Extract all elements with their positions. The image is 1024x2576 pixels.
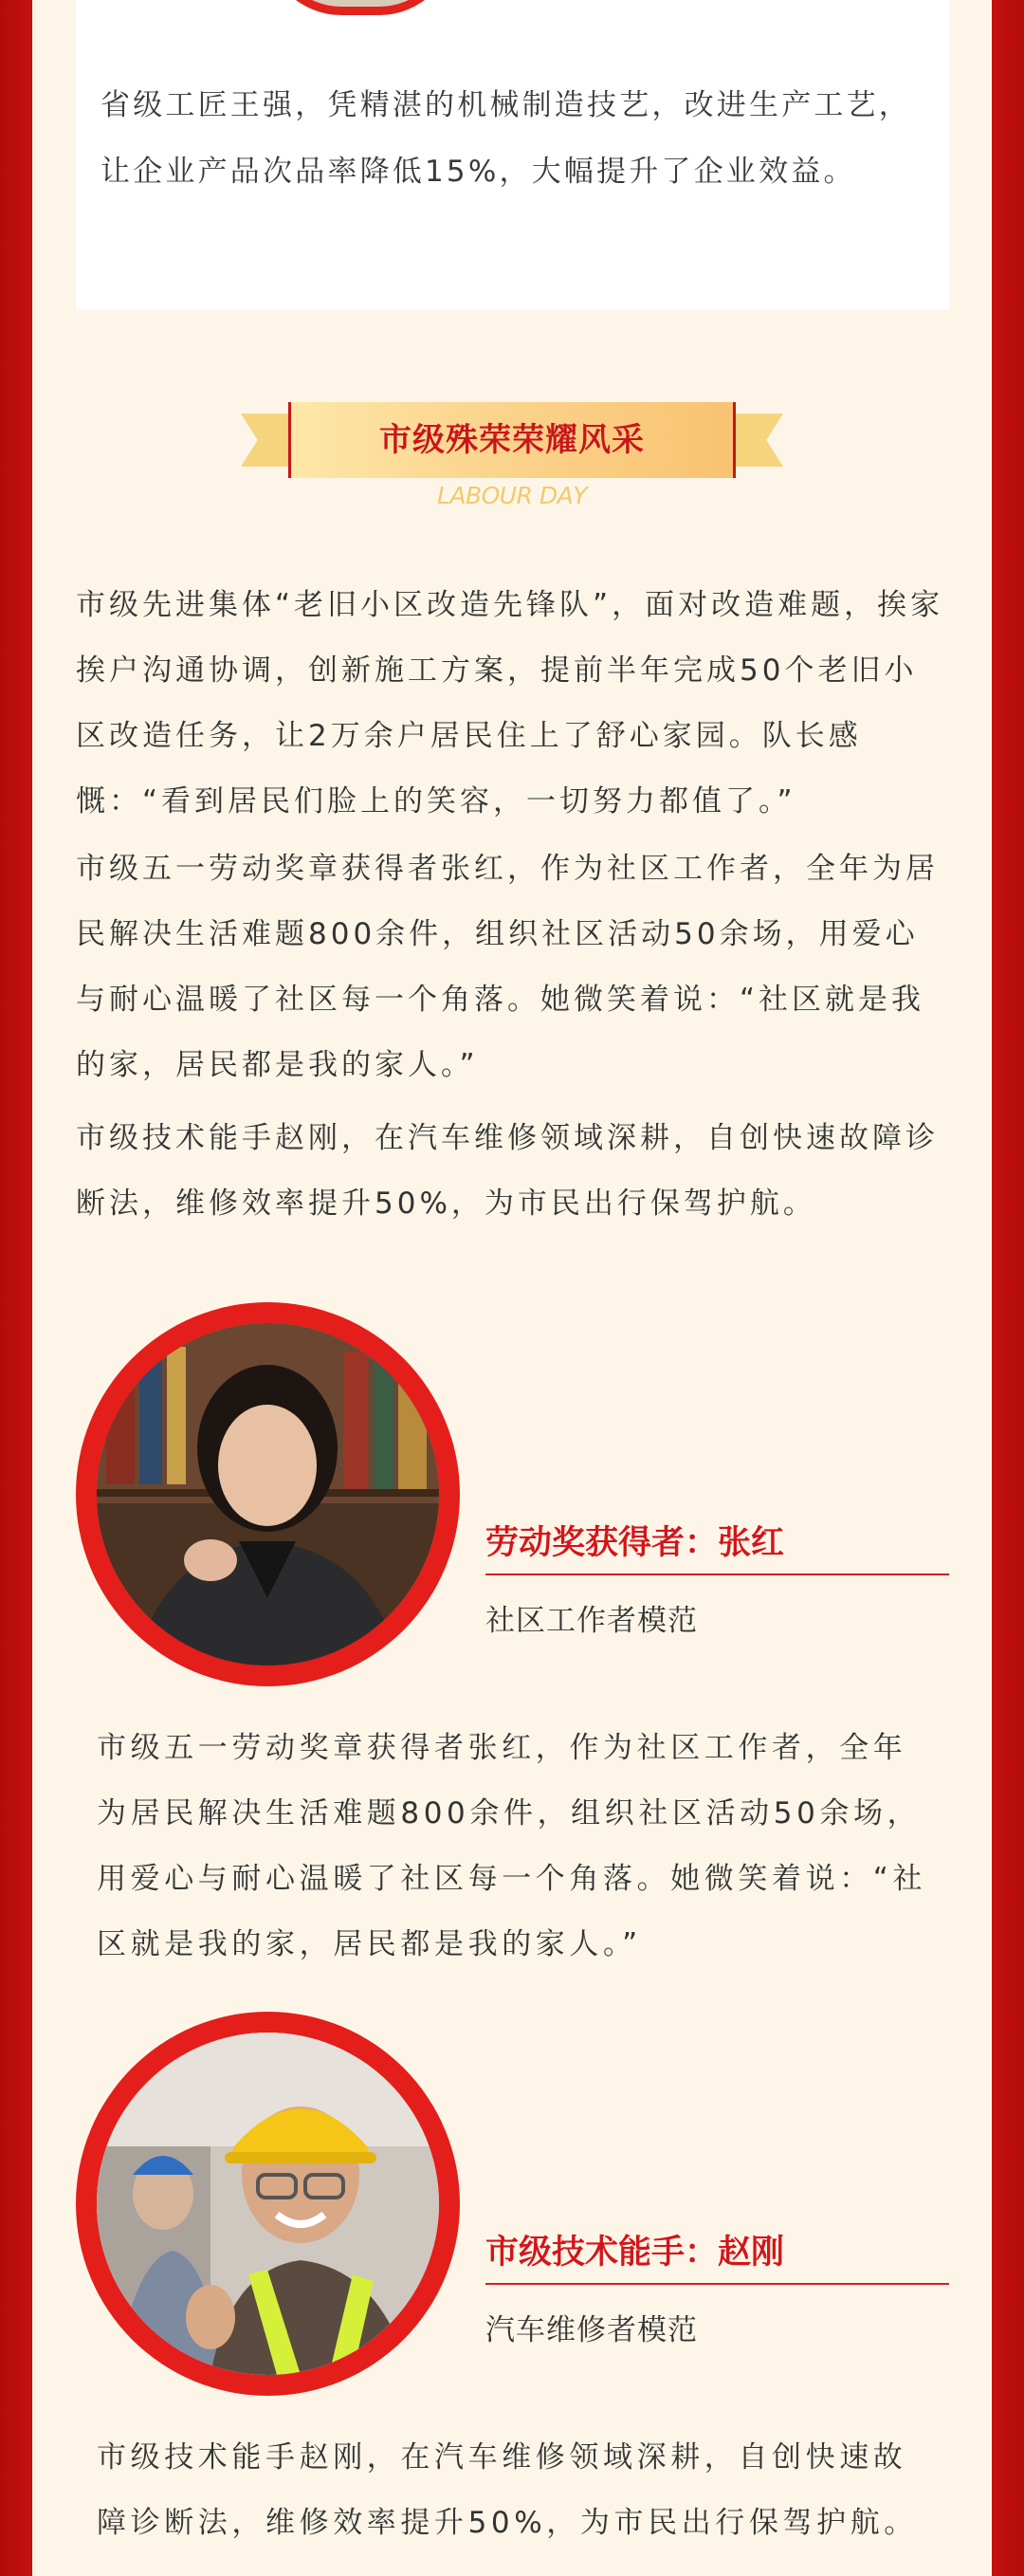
section-banner bbox=[241, 402, 783, 509]
portrait-worker-icon bbox=[97, 2033, 439, 2375]
profile-description: 市级五一劳动奖章获得者张红，作为社区工作者，全年为居民解决生活难题800余件，组织社区活动50余场，用爱心与耐心温暖了社区每一个角落。她微笑着说：“社区就是我的家，居民都是我的家人。” bbox=[97, 1731, 927, 1961]
section-title: 市级殊荣荣耀风采 bbox=[379, 421, 645, 459]
profile-photo-partial bbox=[265, 0, 455, 15]
avatar-zhang-hong bbox=[97, 1323, 439, 1665]
avatar-ring bbox=[76, 1302, 460, 1686]
avatar-ring bbox=[76, 2012, 460, 2396]
avatar-zhao-gang bbox=[97, 2033, 439, 2375]
paragraph-zhang-hong: 市级五一劳动奖章获得者张红，作为社区工作者，全年为居民解决生活难题800余件，组织社区活动50余场，用爱心与耐心温暖了社区每一个角落。她微笑着说：“社区就是我的家，居民都是我的家人。” bbox=[76, 852, 939, 1082]
award-role: 汽车维修者模范 bbox=[485, 2313, 698, 2347]
section-subtitle: LABOUR DAY bbox=[436, 482, 588, 509]
award-name: 劳动奖获得者：张红 bbox=[485, 1524, 785, 1562]
top-card-text: 省级工匠王强，凭精湛的机械制造技艺，改进生产工艺，让企业产品次品率降低15%，大幅提升了企业效益。 bbox=[101, 88, 911, 189]
paragraph-advanced-collective: 市级先进集体“老旧小区改造先锋队”，面对改造难题，挨家挨户沟通协调，创新施工方案，提前半年完成50个老旧小区改造任务，让2万余户居民住上了舒心家园。队长感慨：“看到居民们脸上的笑容，一切努力都值了。” bbox=[76, 588, 944, 819]
ribbon-left-decoration bbox=[241, 414, 290, 467]
paragraph-zhao-gang: 市级技术能手赵刚，在汽车维修领域深耕，自创快速故障诊断法，维修效率提升50%，为市民出行保驾护航。 bbox=[76, 1121, 939, 1221]
award-name: 市级技术能手：赵刚 bbox=[485, 2234, 785, 2272]
award-name-line bbox=[485, 2232, 949, 2285]
award-role: 社区工作者模范 bbox=[485, 1604, 698, 1638]
ribbon-right-decoration bbox=[734, 414, 783, 467]
portrait-woman-icon bbox=[97, 1323, 439, 1665]
award-name-line bbox=[485, 1522, 949, 1575]
top-profile-card bbox=[76, 0, 949, 309]
profile-description: 市级技术能手赵刚，在汽车维修领域深耕，自创快速故障诊断法，维修效率提升50%，为市民出行保驾护航。 bbox=[97, 2440, 918, 2540]
section-title-box bbox=[288, 402, 736, 478]
